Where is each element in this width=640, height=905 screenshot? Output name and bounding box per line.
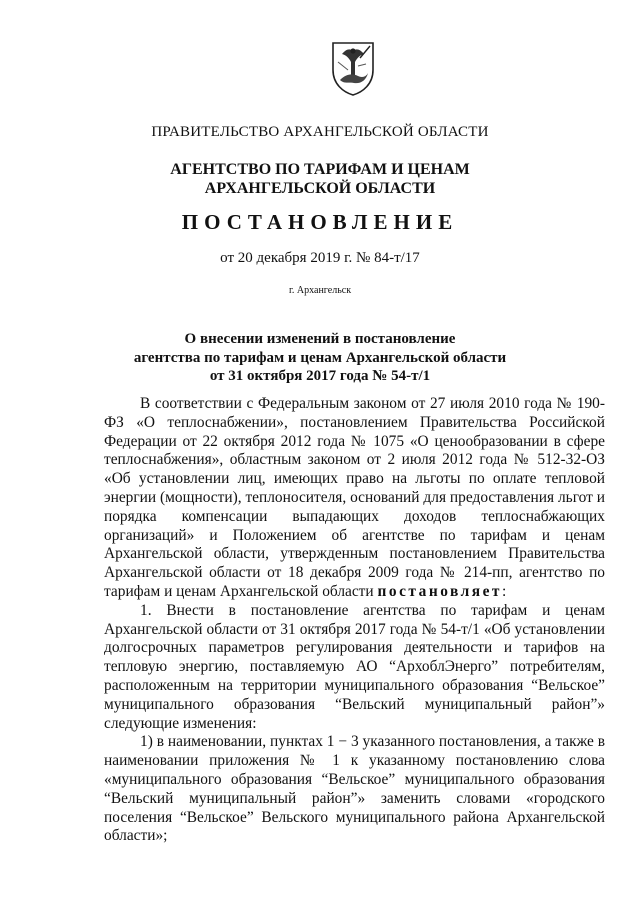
document-title [0, 330, 640, 386]
agency-name-line2: АРХАНГЕЛЬСКОЙ ОБЛАСТИ [204, 180, 436, 197]
preamble-text: В соответствии с Федеральным законом от 27 июля 2010 года № 190-ФЗ «О теплоснабжении», постановлением Правительства Российской Федерации от 22 октября 2012 года № 1075 «О ценообразовании в сфере теплоснабжения», областным законом от 2 июля 2012 года № 512-32-ОЗ «Об установлении лиц, имеющих право на льготы по оплате тепловой энергии (мощности), теплоносителя, оснований для предоставления льгот и порядка компенсации выпадающих доходов теплоснабжающих организаций» и Положением об агентстве по тарифам и ценам Архангельской области, утвержденным постановлением Правительства Архангельской области от 18 декабря 2009 года № 214-пп, агентство по тарифам и ценам Архангельской области [104, 395, 605, 600]
body-paragraph-preamble [104, 395, 605, 602]
title-line3: от 31 октября 2017 года № 54-т/1 [209, 368, 431, 384]
government-name: ПРАВИТЕЛЬСТВО АРХАНГЕЛЬСКОЙ ОБЛАСТИ [151, 124, 489, 140]
document-date-number: от 20 декабря 2019 г. № 84-т/17 [220, 250, 420, 266]
resolves-keyword: постановляет [377, 582, 502, 600]
agency-name-line1: АГЕНТСТВО ПО ТАРИФАМ И ЦЕНАМ [170, 161, 470, 178]
title-line2: агентства по тарифам и ценам Архангельской области [133, 349, 507, 366]
body-paragraph-item-1: 1. Внести в постановление агентства по тарифам и ценам Архангельской области от 31 октября 2017 года № 54-т/1 «Об установлении долгосрочных параметров регулирования деятельности и тарифов на тепловую энергию, поставляемую АО “АрхоблЭнерго” потребителям, расположенным на территории муниципального образования “Вельское” муниципального образования “Вельский муниципальный район”» следующие изменения: [104, 601, 605, 732]
title-line1: О внесении изменений в постановление [184, 331, 456, 347]
preamble-end: : [501, 582, 507, 600]
coat-of-arms-icon [330, 40, 376, 96]
agency-name [0, 160, 640, 198]
document-type: ПОСТАНОВЛЕНИЕ [181, 210, 459, 234]
body-paragraph-subitem-1: 1) в наименовании, пунктах 1 − 3 указанного постановления, а также в наименовании приложения № 1 к указанному постановлению слова «муниципального образования “Вельское” муниципального образования “Вельский муниципальный район”» заменить словами «городского поселения “Вельское” Вельского муниципального района Архангельской области»; [104, 733, 605, 845]
document-body [104, 395, 605, 846]
document-city: г. Архангельск [288, 285, 352, 296]
